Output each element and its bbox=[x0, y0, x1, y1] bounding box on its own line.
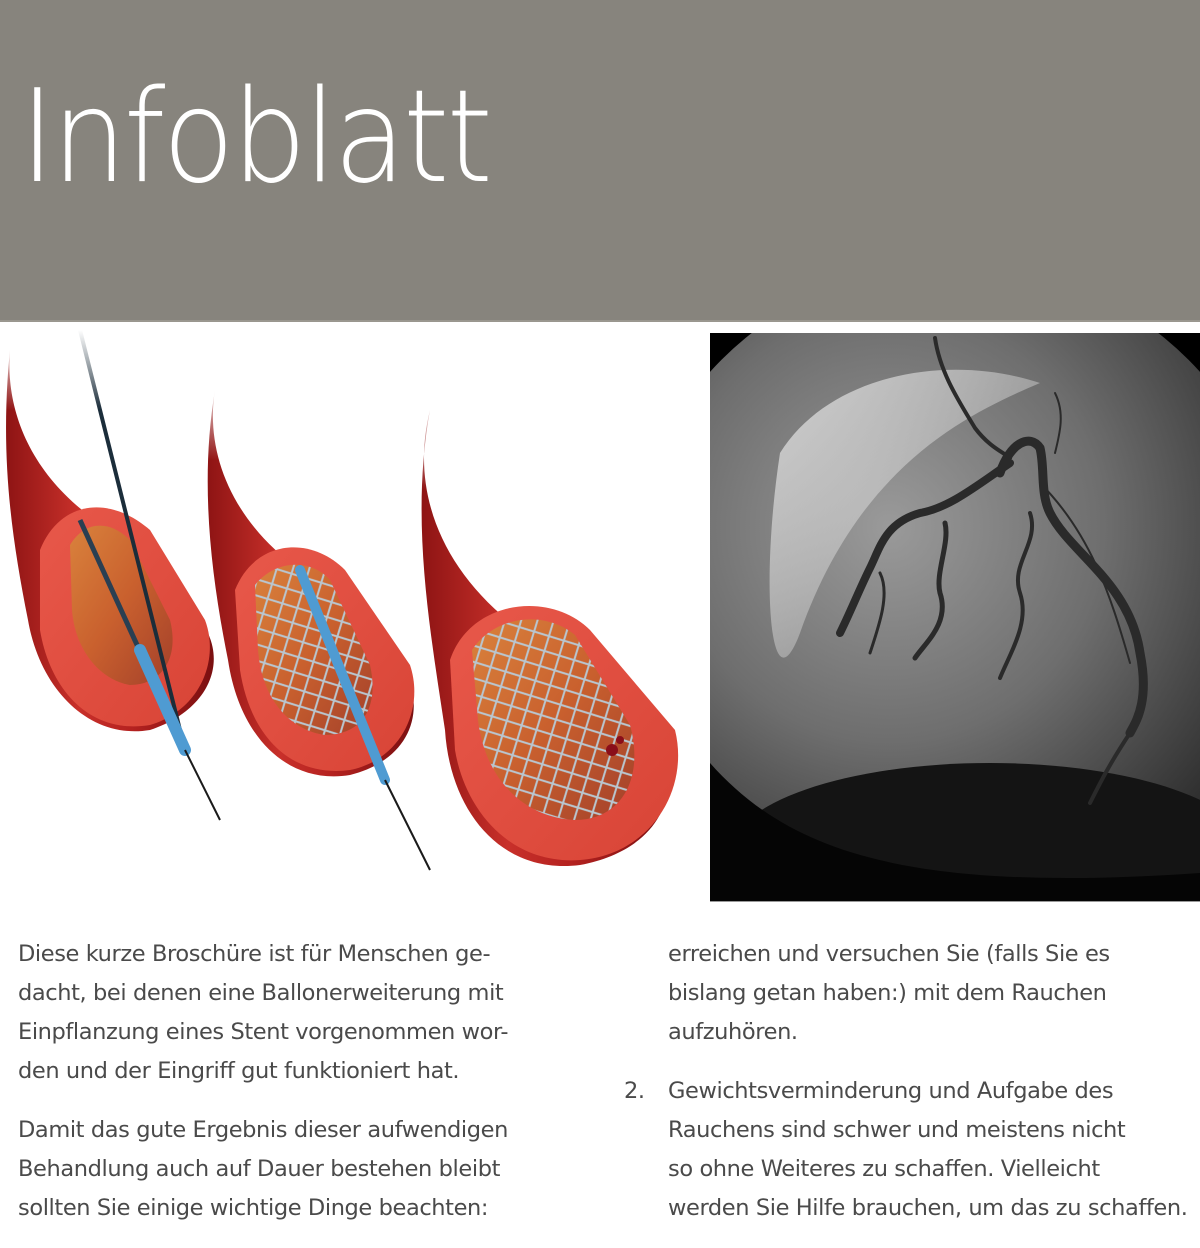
text-line: Einpflanzung eines Stent vorgenommen wor- bbox=[18, 1019, 509, 1045]
list-item-continuation bbox=[668, 935, 1198, 1052]
text-line: bislang getan haben:) mit dem Rauchen bbox=[668, 980, 1107, 1006]
text-line: Diese kurze Broschüre ist für Menschen ge- bbox=[18, 941, 491, 967]
text-line: sollten Sie einige wichtige Dinge beachten: bbox=[18, 1195, 489, 1221]
advice-paragraph bbox=[18, 1111, 608, 1228]
list-text-column bbox=[624, 935, 1198, 1248]
text-line: werden Sie Hilfe brauchen, um das zu schaffen. bbox=[668, 1195, 1188, 1221]
text-line: aufzuhören. bbox=[668, 1019, 798, 1045]
text-line: so ohne Weiteres zu schaffen. Vielleicht bbox=[668, 1156, 1100, 1182]
intro-text-column bbox=[18, 935, 608, 1248]
angiogram-image bbox=[710, 333, 1200, 902]
list-number: 2. bbox=[624, 1078, 645, 1104]
text-line: Rauchens sind schwer und meistens nicht bbox=[668, 1117, 1126, 1143]
text-line: Damit das gute Ergebnis dieser aufwendigen bbox=[18, 1117, 508, 1143]
intro-paragraph bbox=[18, 935, 608, 1091]
text-line: Gewichtsverminderung und Aufgabe des bbox=[668, 1078, 1114, 1104]
text-line: dacht, bei denen eine Ballonerweiterung mit bbox=[18, 980, 504, 1006]
page-title: Infoblatt bbox=[20, 63, 491, 212]
text-line: Behandlung auch auf Dauer bestehen bleibt bbox=[18, 1156, 501, 1182]
text-line: erreichen und versuchen Sie (falls Sie es bbox=[668, 941, 1110, 967]
header-band bbox=[0, 0, 1200, 322]
stent-illustration bbox=[0, 330, 700, 905]
list-item-2 bbox=[624, 1072, 1198, 1228]
text-line: den und der Eingriff gut funktioniert hat. bbox=[18, 1058, 460, 1084]
